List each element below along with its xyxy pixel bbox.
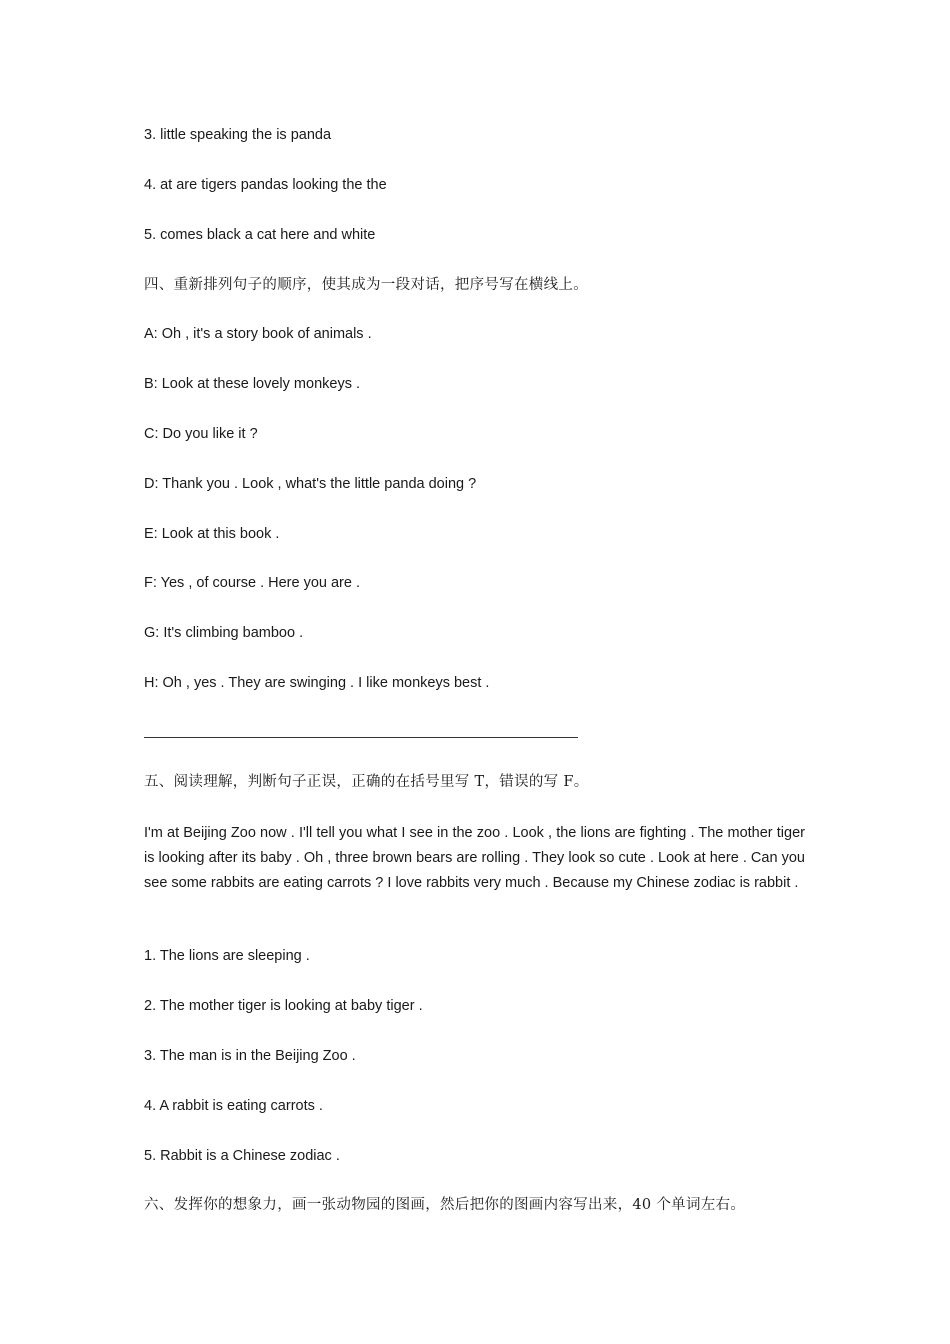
dialogue-line-f: F: Yes , of course . Here you are . <box>144 575 360 591</box>
dialogue-line-b: B: Look at these lovely monkeys . <box>144 376 360 392</box>
dialogue-line-e: E: Look at this book . <box>144 526 280 542</box>
tf-question-2: 2. The mother tiger is looking at baby tiger . <box>144 998 423 1014</box>
dialogue-line-c: C: Do you like it ? <box>144 426 258 442</box>
section-4-heading: 四、重新排列句子的顺序，使其成为一段对话，把序号写在横线上。 <box>144 277 588 293</box>
tf-question-1: 1. The lions are sleeping . <box>144 948 310 964</box>
tf-question-5: 5. Rabbit is a Chinese zodiac . <box>144 1148 340 1164</box>
reorder-item-3: 3. little speaking the is panda <box>144 127 332 143</box>
dialogue-line-g: G: It's climbing bamboo . <box>144 625 304 641</box>
section-6-heading: 六、发挥你的想象力，画一张动物园的图画，然后把你的图画内容写出来，40 个单词左右。 <box>144 1197 746 1213</box>
tf-question-3: 3. The man is in the Beijing Zoo . <box>144 1048 356 1064</box>
dialogue-line-d: D: Thank you . Look , what's the little panda doing ? <box>144 476 477 492</box>
dialogue-line-a: A: Oh , it's a story book of animals . <box>144 326 372 342</box>
reorder-item-5: 5. comes black a cat here and white <box>144 227 376 243</box>
reorder-item-4: 4. at are tigers pandas looking the the <box>144 177 387 193</box>
section-5-heading: 五、阅读理解，判断句子正误，正确的在括号里写 T，错误的写 F。 <box>144 774 589 790</box>
dialogue-line-h: H: Oh , yes . They are swinging . I like monkeys best . <box>144 675 490 691</box>
tf-question-4: 4. A rabbit is eating carrots . <box>144 1098 323 1114</box>
reading-passage: I'm at Beijing Zoo now . I'll tell you what I see in the zoo . Look , the lions are fighting . The mother tiger is looking after its baby . Oh , three brown bears are rolling . They look so cute . Look at here . Can you see some rabbits are eating carrots ? I love rabbits very much . Because my Chinese zodiac is rabbit . <box>144 825 805 891</box>
answer-blank-line <box>144 737 578 738</box>
